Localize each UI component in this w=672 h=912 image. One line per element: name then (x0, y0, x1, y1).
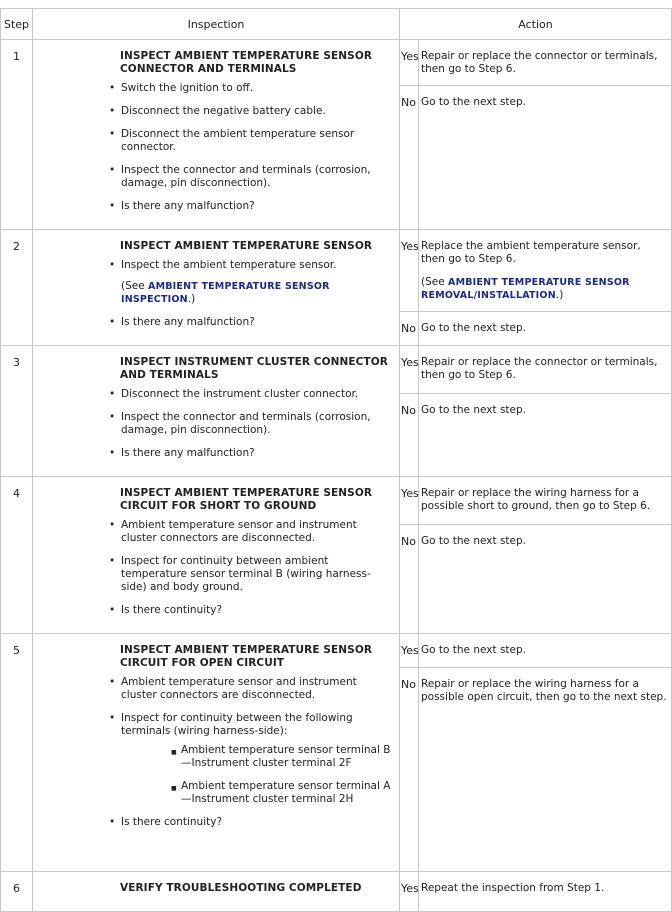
yes-action: Repeat the inspection from Step 1. (419, 872, 672, 912)
list-item: ■ Ambient temperature sensor terminal A—Instrument cluster terminal 2H (181, 780, 391, 806)
yes-action: Repair or replace the connector or terminals, then go to Step 6. (419, 346, 672, 394)
list-item (121, 259, 391, 306)
inspection-cell (33, 346, 400, 477)
table-row (1, 346, 672, 394)
yes-action: Repair or replace the connector or terminals, then go to Step 6. (419, 40, 672, 86)
yes-action: Repair or replace the wiring harness for a possible short to ground, then go to Step 6. (419, 477, 672, 525)
list-item: • Inspect the connector and terminals (corrosion, damage, pin disconnection). (121, 164, 391, 190)
see-reference: (See AMBIENT TEMPERATURE SENSOR REMOVAL/INSTALLATION.) (421, 276, 630, 301)
no-action: Go to the next step. (419, 393, 672, 476)
list-item-text: • Inspect the ambient temperature sensor. (121, 259, 337, 271)
list-item-text: • Inspect for continuity between the following terminals (wiring harness-side): (121, 712, 353, 737)
list-item: • Inspect the connector and terminals (corrosion, damage, pin disconnection). (121, 411, 391, 437)
inspection-list (45, 676, 391, 829)
inspection-list (45, 82, 391, 213)
list-item: • Is there any malfunction? (121, 316, 391, 329)
list-item: • Inspect for continuity between ambient temperature sensor terminal B (wiring harness-side) and body ground. (121, 555, 391, 594)
inspection-title: INSPECT INSTRUMENT CLUSTER CONNECTOR AND TERMINALS (120, 356, 388, 381)
no-action: Repair or replace the wiring harness for a possible open circuit, then go to the next step. (419, 668, 672, 872)
inspection-cell (33, 477, 400, 634)
inspection-list (45, 259, 391, 329)
inspection-list (45, 388, 391, 460)
yes-label: Yes (400, 872, 419, 912)
step-number: 4 (1, 477, 33, 634)
step-number: 2 (1, 230, 33, 346)
no-action: Go to the next step. (419, 85, 672, 229)
table-row (1, 872, 672, 912)
yes-label: Yes (400, 40, 419, 86)
inspection-cell (33, 40, 400, 230)
yes-label: Yes (400, 634, 419, 668)
no-label: No (400, 85, 419, 229)
inspection-title: INSPECT AMBIENT TEMPERATURE SENSOR (120, 240, 373, 252)
list-item: • Disconnect the ambient temperature sensor connector. (121, 128, 391, 154)
inspection-title: VERIFY TROUBLESHOOTING COMPLETED (120, 882, 362, 894)
table-row (1, 634, 672, 668)
list-item: • Is there any malfunction? (121, 447, 391, 460)
list-item: • Is there continuity? (121, 604, 391, 617)
table-header-row (1, 9, 672, 40)
inspection-title: INSPECT AMBIENT TEMPERATURE SENSOR CIRCUIT FOR OPEN CIRCUIT (120, 644, 373, 669)
table-row (1, 477, 672, 525)
table-row (1, 230, 672, 312)
yes-label: Yes (400, 477, 419, 525)
list-item: • Ambient temperature sensor and instrument cluster connectors are disconnected. (121, 519, 391, 545)
removal-installation-link[interactable]: AMBIENT TEMPERATURE SENSOR REMOVAL/INSTALLATION (421, 277, 630, 301)
list-item: • Disconnect the negative battery cable. (121, 105, 391, 118)
inspection-title: INSPECT AMBIENT TEMPERATURE SENSOR CIRCUIT FOR SHORT TO GROUND (120, 487, 373, 512)
inspection-cell (33, 634, 400, 872)
inspection-link[interactable]: AMBIENT TEMPERATURE SENSOR INSPECTION (121, 281, 330, 305)
step-number: 6 (1, 872, 33, 912)
no-action: Go to the next step. (419, 311, 672, 345)
list-item (121, 712, 391, 806)
troubleshooting-table (0, 8, 672, 912)
no-label: No (400, 668, 419, 872)
list-item: • Is there continuity? (121, 816, 391, 829)
list-item: • Switch the ignition to off. (121, 82, 391, 95)
yes-label: Yes (400, 346, 419, 394)
header-inspection: Inspection (33, 9, 400, 40)
list-item: • Is there any malfunction? (121, 200, 391, 213)
yes-action: Go to the next step. (419, 634, 672, 668)
list-item: • Disconnect the instrument cluster connector. (121, 388, 391, 401)
list-item: ■ Ambient temperature sensor terminal B—Instrument cluster terminal 2F (181, 744, 391, 770)
step-number: 3 (1, 346, 33, 477)
no-action: Go to the next step. (419, 524, 672, 633)
step-number: 5 (1, 634, 33, 872)
terminal-list (121, 744, 391, 806)
header-step: Step (1, 9, 33, 40)
see-reference: (See AMBIENT TEMPERATURE SENSOR INSPECTION.) (121, 280, 330, 305)
table-row (1, 40, 672, 86)
yes-label: Yes (400, 230, 419, 312)
inspection-cell (33, 230, 400, 346)
yes-action: Replace the ambient temperature sensor, then go to Step 6. (See AMBIENT TEMPERATURE SENSOR REMOVAL/INSTALLATION.) (419, 230, 672, 312)
header-action: Action (400, 9, 672, 40)
list-item: • Ambient temperature sensor and instrument cluster connectors are disconnected. (121, 676, 391, 702)
no-label: No (400, 311, 419, 345)
inspection-cell (33, 872, 400, 912)
inspection-list (45, 519, 391, 617)
step-number: 1 (1, 40, 33, 230)
no-label: No (400, 524, 419, 633)
no-label: No (400, 393, 419, 476)
inspection-title: INSPECT AMBIENT TEMPERATURE SENSOR CONNECTOR AND TERMINALS (120, 50, 373, 75)
